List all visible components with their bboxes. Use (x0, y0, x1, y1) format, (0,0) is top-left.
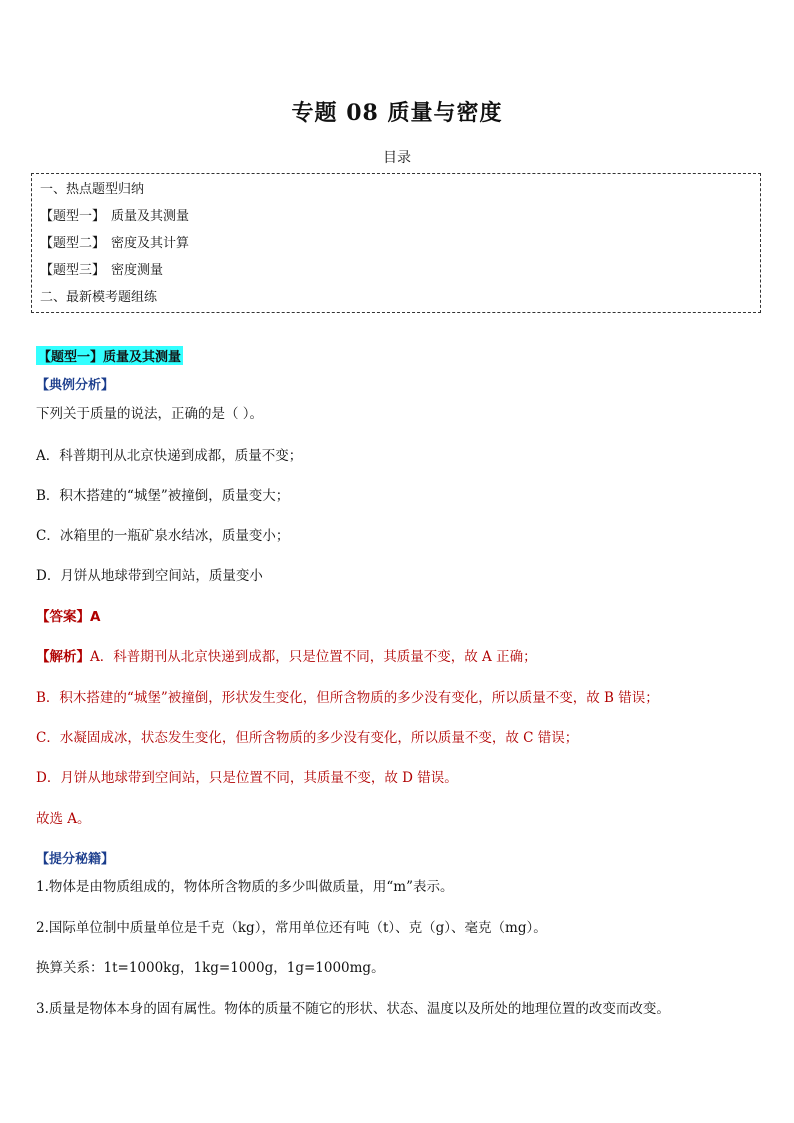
section-heading: 【题型一】质量及其测量 (36, 346, 183, 365)
tip-1: 1.物体是由物质组成的，物体所含物质的多少叫做质量，用“m”表示。 (36, 879, 454, 895)
option-b: B．积木搭建的“城堡”被撞倒，质量变大； (36, 488, 290, 504)
conclusion-text: 故选 A。 (36, 811, 91, 827)
toc-box (31, 173, 761, 313)
toc-item-type-3[interactable] (40, 259, 163, 278)
toc-heading: 目录 (383, 150, 411, 166)
toc-item-type-2[interactable] (40, 232, 189, 251)
option-d: D．月饼从地球带到空间站，质量变小 (36, 568, 263, 584)
toc-item-practice[interactable] (40, 286, 157, 305)
toc-item-hot-topics[interactable] (40, 178, 144, 197)
analysis-line-c: C．水凝固成冰，状态发生变化，但所含物质的多少没有变化，所以质量不变，故 C 错误； (36, 730, 579, 746)
option-a: A．科普期刊从北京快递到成都，质量不变； (36, 448, 303, 464)
analysis-label: 【解析】 (36, 649, 90, 665)
analysis-text: A．科普期刊从北京快递到成都，只是位置不同，其质量不变，故 A 正确； (90, 649, 537, 665)
answer-label: 【答案】 (36, 609, 90, 625)
toc-item-text: 密度及其计算 (111, 236, 190, 251)
toc-item-tag: 【题型一】 (40, 209, 106, 224)
tip-2: 2.国际单位制中质量单位是千克（kg），常用单位还有吨（t）、克（g）、毫克（mg）。 (36, 920, 547, 936)
page-title: 专题 08 质量与密度 (291, 100, 503, 126)
toc-item-text: 质量及其测量 (111, 209, 190, 224)
analysis-line-b: B．积木搭建的“城堡”被撞倒，形状发生变化，但所含物质的多少没有变化，所以质量不变，故 B 错误； (36, 690, 659, 706)
tip-3: 3.质量是物体本身的固有属性。物体的质量不随它的形状、状态、温度以及所处的地理位置的改变而改变。 (36, 1001, 670, 1017)
tip-conversion: 换算关系：1t=1000kg，1kg=1000g，1g=1000mg。 (36, 960, 385, 976)
toc-item-tag: 【题型二】 (40, 236, 106, 251)
toc-item-text: 一、热点题型归纳 (40, 182, 145, 197)
option-c: C．冰箱里的一瓶矿泉水结冰，质量变小； (36, 528, 290, 544)
toc-item-tag: 【题型三】 (40, 263, 106, 278)
answer-value: A (90, 609, 101, 625)
answer-line (36, 605, 100, 625)
analysis-line-d: D．月饼从地球带到空间站，只是位置不同，其质量不变，故 D 错误。 (36, 770, 458, 786)
toc-item-text: 二、最新模考题组练 (40, 290, 158, 305)
example-label: 【典例分析】 (36, 378, 115, 393)
question-text: 下列关于质量的说法，正确的是（ ）。 (36, 406, 264, 422)
tips-label: 【提分秘籍】 (36, 852, 115, 867)
toc-item-text: 密度测量 (111, 263, 164, 278)
analysis-line-a (36, 645, 537, 665)
toc-item-type-1[interactable] (40, 205, 189, 224)
